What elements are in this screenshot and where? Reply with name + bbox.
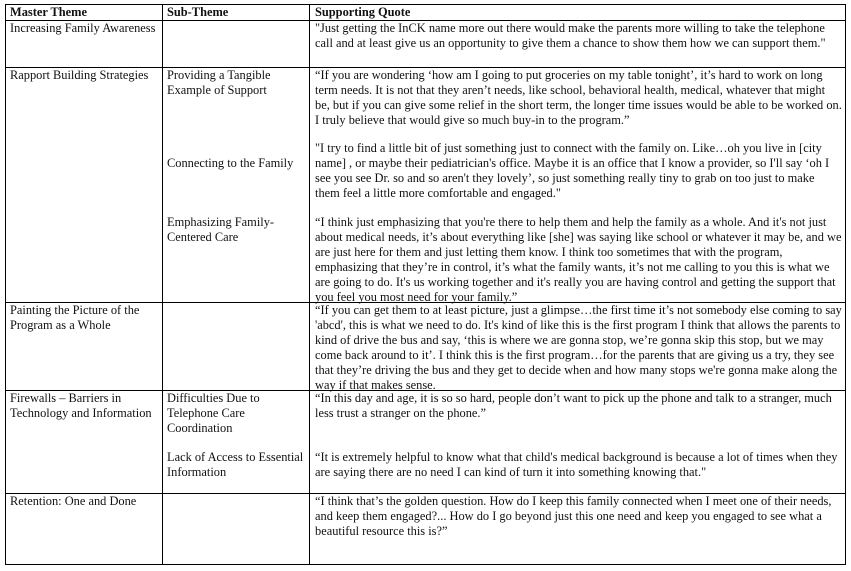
quote-cell: “If you can get them to at least picture, just a glimpse…the first time it’s not somebody else coming to say 'abcd', this is what we need to do. It's kind of like this is the first program I think that allows the parents to kind of drive the bus and say, ‘this is where we are gonna stop, we’re gonna skip this stop, but we may come back around to it’. I think this is the first program…for the parents that are giving us a try, they see that they’re driving the bus and they get to decide when and how many stops we're gonna make along the way if that makes sense. xyxy=(315,303,842,392)
master-theme-cell: Increasing Family Awareness xyxy=(10,21,156,35)
sub-theme-cell: Connecting to the Family xyxy=(167,156,294,170)
master-theme-cell: Painting the Picture of the Program as a Whole xyxy=(10,303,140,332)
master-theme-cell: Rapport Building Strategies xyxy=(10,68,149,82)
sub-theme-cell: Lack of Access to Essential Information xyxy=(167,450,304,479)
quote-cell: “I think just emphasizing that you're there to help them and help the family as a whole. And it's not just about medical needs, it’s about everything like [she] was saying like school or whatever it may be, and we are just here for them and just letting them know. I think too sometimes that with the program, emphasizing that they’re in control, it’s what the family wants, it’s not me calling to you this is what we are going to do. It's us working together and it's really you are having control and getting the support that you feel you most need for your family.” xyxy=(315,215,842,304)
master-theme-cell: Retention: One and Done xyxy=(10,494,137,508)
master-theme-cell: Firewalls – Barriers in Technology and Information xyxy=(10,391,152,420)
header-supporting-quote: Supporting Quote xyxy=(315,5,411,19)
sub-theme-cell: Emphasizing Family-Centered Care xyxy=(167,215,275,244)
quote-cell: “It is extremely helpful to know what that child's medical background is because a lot of times when they are saying there are no need I can kind of turn it into something knowing that." xyxy=(315,450,838,479)
themes-table xyxy=(5,4,846,565)
column-divider xyxy=(309,5,310,564)
column-divider xyxy=(162,5,163,564)
quote-cell: “I think that’s the golden question. How do I keep this family connected when I meet one of their needs, and keep them engaged?... How do I go beyond just this one need and keep you engaged to see what a beautiful resource this is?” xyxy=(315,494,832,538)
quote-cell: “In this day and age, it is so so hard, people don’t want to pick up the phone and talk to a stranger, much less trust a stranger on the phone.” xyxy=(315,391,832,420)
quote-cell: “If you are wondering ‘how am I going to put groceries on my table tonight’, it’s hard to work on long term needs. It is not that they aren’t needs, like school, behavioral health, medical, whatever that might be, but if you can give some relief in the short term, the longer time issues would be able to be worked on. I truly believe that would give so much buy-in to the program.” xyxy=(315,68,842,127)
header-master-theme: Master Theme xyxy=(10,5,87,19)
quote-cell: "I try to find a little bit of just something just to connect with the family on. Like…oh you live in [city name] , or maybe their pediatrician's office. Maybe it is an office that I know a provider, so I'll say ‘oh I see you see Dr. so and so aren't they lovely’, so just something really tiny to grab on too just to make them feel a little more comfortable and engaged." xyxy=(315,141,830,200)
quote-cell: "Just getting the InCK name more out there would make the parents more willing to take the telephone call and at least give us an opportunity to give them a chance to show them how we can support them." xyxy=(315,21,826,50)
header-sub-theme: Sub-Theme xyxy=(167,5,229,19)
sub-theme-cell: Providing a Tangible Example of Support xyxy=(167,68,271,97)
sub-theme-cell: Difficulties Due to Telephone Care Coordination xyxy=(167,391,260,435)
